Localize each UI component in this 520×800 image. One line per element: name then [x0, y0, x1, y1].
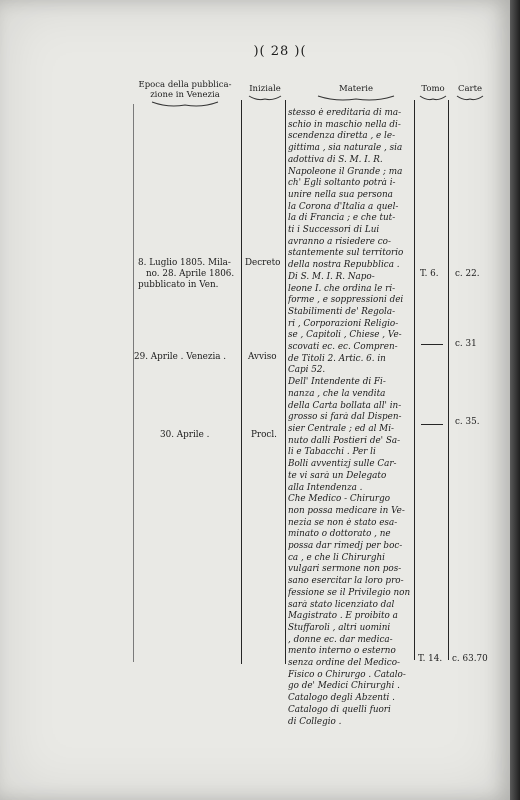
materie-line: gittima , sia naturale , sia: [288, 143, 403, 154]
materie-line: nanza , che la vendita: [288, 388, 386, 399]
materie-line: forme , e soppressioni dei: [288, 295, 404, 306]
materie-line: Stuffaroli , altri uomini: [288, 622, 391, 633]
materie-line: sarà stato licenziato dal: [288, 599, 395, 610]
header-flourish: [126, 100, 244, 108]
epoca-line: 29. Aprile . Venezia .: [134, 352, 227, 362]
materie-line: sier Centrale ; ed al Mi-: [288, 423, 394, 434]
materie-line: possa dar rimedj per boc-: [288, 541, 403, 552]
header-carte: [452, 84, 488, 102]
materie-line: te vi sarà un Delegato: [288, 470, 387, 481]
materie-line: della nostra Repubblica .: [288, 260, 400, 271]
materie-line: stesso è ereditaria di ma-: [288, 108, 402, 118]
epoca-line: pubblicato in Ven.: [138, 280, 219, 290]
column-rule-iniziale-left: [241, 100, 242, 664]
epoca-avviso: [134, 352, 226, 363]
footer-carte: c. 63.70: [452, 654, 488, 664]
column-rule-iniziale-right: [285, 100, 286, 664]
materie-line: senza ordine del Medico-: [288, 658, 400, 669]
materie-line: la di Francia ; e che tut-: [288, 213, 396, 224]
carte-avviso: c. 31: [455, 339, 477, 349]
carte-procl: c. 35.: [455, 417, 480, 427]
column-rule-tomo-right: [448, 100, 449, 660]
materie-line: fessione se il Privilegio non: [288, 587, 411, 598]
materie-line: Magistrato . È proibito a: [288, 611, 398, 622]
materie-line: mento interno o esterno: [288, 646, 396, 657]
materie-line: Che Medico - Chirurgo: [288, 494, 391, 505]
materie-line: Napoleone il Grande ; ma: [288, 166, 403, 177]
materie-line: ca , e che li Chirurghi: [288, 552, 385, 563]
materie-line: alla Intendenza .: [288, 482, 363, 493]
materie-line: schio in maschio nella di-: [288, 119, 401, 130]
materie-line: non possa medicare in Ve-: [288, 505, 405, 516]
materie-entry-avviso: [288, 377, 414, 494]
header-carte-label: Carte: [457, 84, 483, 94]
epoca-line: 8. Luglio 1805. Mila-: [138, 258, 231, 268]
epoca-procl: [160, 430, 209, 441]
materie-line: scovati ec. ec. Compren-: [288, 342, 398, 353]
header-flourish: [416, 94, 450, 102]
epoca-line: no. 28. Aprile 1806.: [146, 269, 235, 279]
epoca-decreto: [138, 258, 234, 291]
iniziale-procl: Procl.: [251, 430, 277, 440]
footer-tomo: T. 14.: [418, 654, 443, 664]
materie-line: nuto dalli Postieri de' Sa-: [288, 435, 401, 446]
header-iniziale: [244, 84, 286, 102]
materie-line: se , Capitoli , Chiese , Ve-: [288, 330, 402, 341]
materie-line: li e Tabacchi . Per li: [288, 447, 376, 458]
materie-line: Catalogo degli Abzenti .: [288, 693, 395, 704]
materie-line: , donne ec. dar medica-: [288, 634, 393, 645]
epoca-line: 30. Aprile .: [160, 430, 210, 440]
tomo-dash-avviso: [421, 344, 443, 345]
header-tomo: [416, 84, 450, 102]
tomo-decreto: T. 6.: [420, 269, 439, 279]
materie-line: scendenza diretta , e le-: [288, 131, 396, 142]
materie-line: Bolli avventizj sulle Car-: [288, 459, 397, 470]
materie-line: la Corona d'Italia a quel-: [288, 201, 399, 212]
materie-line: stantemente sul territorio: [288, 248, 404, 259]
materie-line: ri , Corporazioni Religio-: [288, 318, 399, 329]
materie-line: Dell' Intendente di Fi-: [288, 377, 386, 388]
header-flourish: [452, 94, 488, 102]
materie-line: go de' Medici Chirurghi .: [288, 681, 400, 692]
header-epoca: [126, 80, 244, 108]
page-edge-shadow: [510, 0, 520, 800]
materie-line: Stabilimenti de' Regola-: [288, 306, 396, 317]
materie-line: di Collegio .: [288, 716, 342, 727]
header-epoca-line-1: Epoca della pubblica-: [138, 80, 232, 90]
materie-line: adottiva di S. M. I. R.: [288, 154, 383, 165]
materie-line: minato o dottorato , ne: [288, 529, 391, 540]
column-rule-epoca-left: [133, 104, 134, 662]
column-rule-materie-right: [414, 100, 415, 660]
materie-line: Catalogo di quelli fuori: [288, 704, 391, 715]
header-materie-label: Materie: [338, 84, 374, 94]
materie-line: de Titoli 2. Artic. 6. in: [288, 353, 386, 364]
iniziale-avviso: Avviso: [248, 352, 277, 362]
header-epoca-line-2: zione in Venezia: [150, 90, 220, 100]
materie-line: unire nella sua persona: [288, 189, 393, 200]
materie-line: grosso si farà dal Dispen-: [288, 412, 402, 423]
materie-line: vulgari sermone non pos-: [288, 564, 402, 575]
materie-entry-continuation: [288, 108, 414, 272]
materie-line: avranno a risiedere co-: [288, 236, 391, 247]
materie-line: Di S. M. I. R. Napo-: [288, 271, 375, 282]
materie-line: ti i Successori di Lui: [288, 225, 380, 236]
materie-line: della Carta bollata all' in-: [288, 400, 402, 411]
page-number: )( 28 )(: [253, 44, 307, 59]
materie-entry-decreto: [288, 272, 414, 377]
carte-decreto: c. 22.: [455, 269, 480, 279]
header-tomo-label: Tomo: [421, 84, 445, 94]
header-iniziale-label: Iniziale: [249, 84, 281, 94]
materie-line: sano esercitar la loro pro-: [288, 576, 404, 587]
materie-line: ch' Egli soltanto potrà i-: [288, 178, 396, 189]
materie-line: Capi 52.: [288, 365, 326, 376]
materie-line: Fisico o Chirurgo . Catalo-: [288, 669, 406, 680]
materie-line: leone I. che ordina le ri-: [288, 283, 396, 294]
tomo-dash-procl: [421, 424, 443, 425]
header-flourish: [244, 94, 286, 102]
materie-entry-procl: [288, 494, 414, 728]
header-flourish: [306, 94, 406, 102]
iniziale-decreto: Decreto: [245, 258, 281, 268]
materie-column: [288, 108, 414, 728]
header-materie: [306, 84, 406, 102]
materie-line: nezia se non è stato esa-: [288, 517, 398, 528]
